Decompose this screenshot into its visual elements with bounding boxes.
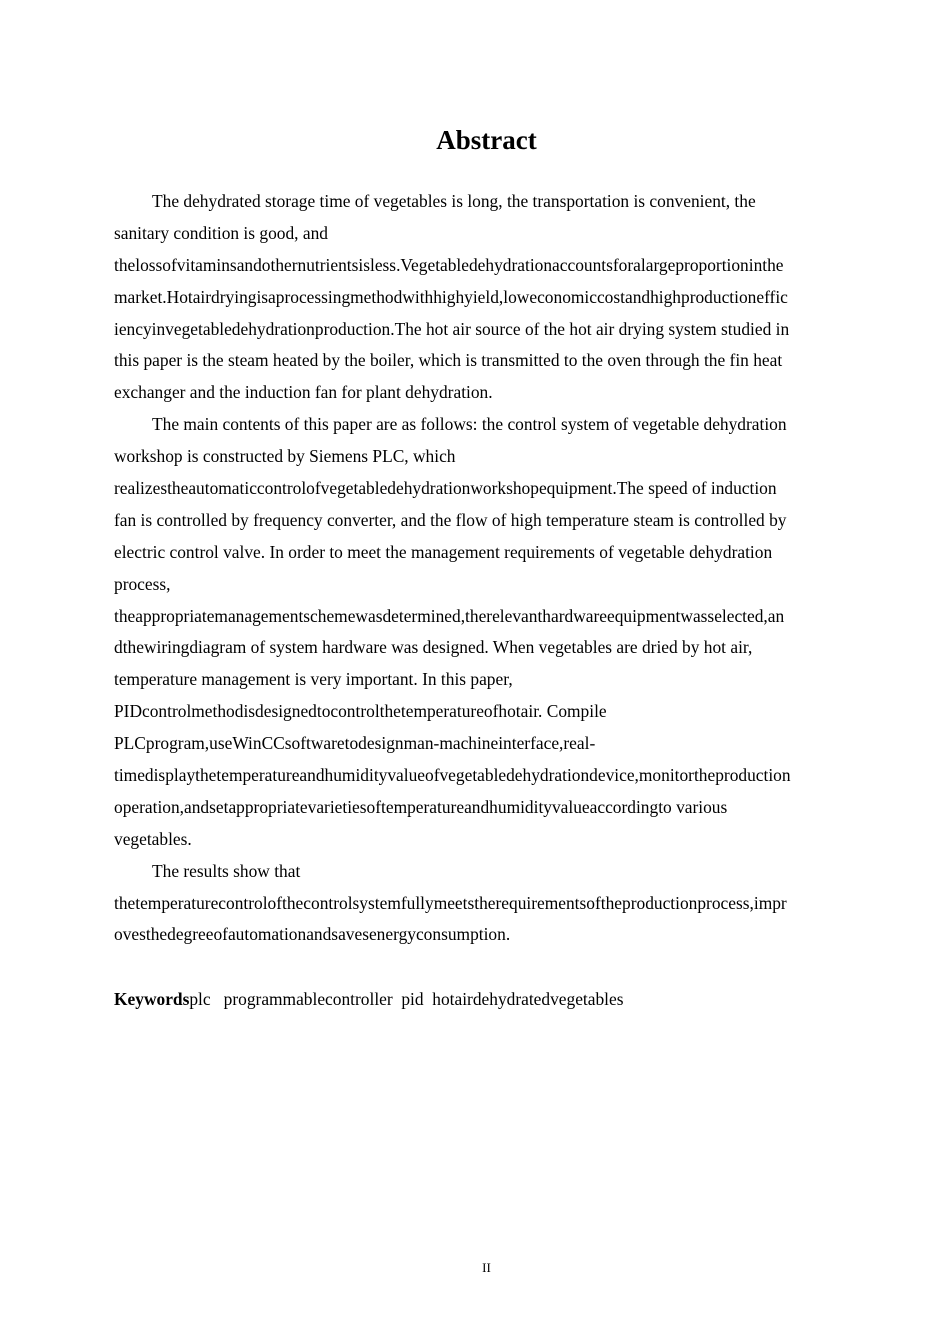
paragraph-line: process, — [114, 573, 171, 594]
paragraph-line: theappropriatemanagementschemewasdetermined,therelevanthardwareequipmentwasselected,an — [114, 605, 785, 626]
paragraph-line: dthewiringdiagram of system hardware was designed. When vegetables are dried by hot air, — [114, 637, 753, 658]
paragraph-line: operation,andsetappropriatevarietiesoftemperatureandhumidityvalueaccordingto various — [114, 796, 728, 817]
keywords-label: Keywords — [114, 989, 190, 1009]
page-number: II — [482, 1260, 491, 1275]
paragraph-line: iencyinvegetabledehydrationproduction.The hot air source of the hot air drying system studied in — [114, 318, 790, 339]
keywords-line — [114, 983, 623, 1015]
paragraph-line: electric control valve. In order to meet the management requirements of vegetable dehydration — [114, 541, 773, 562]
paragraph-line: fan is controlled by frequency converter, and the flow of high temperature steam is controlled by — [114, 509, 787, 530]
paragraph-line: market.Hotairdryingisaprocessingmethodwithhighyield,loweconomiccostandhighproductioneffic — [114, 286, 788, 307]
paragraph-3 — [114, 856, 860, 952]
paragraph-line: timedisplaythetemperatureandhumidityvalueofvegetabledehydrationdevice,monitortheproduction — [114, 765, 791, 786]
paragraph-line: The main contents of this paper are as follows: the control system of vegetable dehydration — [152, 414, 787, 435]
abstract-body — [114, 186, 860, 951]
paragraph-line: workshop is constructed by Siemens PLC, which — [114, 446, 456, 467]
paragraph-line: thelossofvitaminsandothernutrientsisless.Vegetabledehydrationaccountsforalargeproportioninthe — [114, 254, 784, 275]
paragraph-line: The results show that — [152, 860, 301, 881]
paragraph-2 — [114, 409, 860, 855]
paragraph-line: PLCprogram,useWinCCsoftwaretodesignman-machineinterface,real- — [114, 733, 596, 754]
paragraph-line: The dehydrated storage time of vegetables is long, the transportation is convenient, the — [152, 191, 756, 211]
paragraph-line: temperature management is very important. In this paper, — [114, 669, 513, 690]
paragraph-line: exchanger and the induction fan for plant dehydration. — [114, 382, 493, 403]
paragraph-line: ovesthedegreeofautomationandsavesenergyconsumption. — [114, 924, 511, 945]
abstract-title: Abstract — [436, 125, 537, 155]
paragraph-line: PIDcontrolmethodisdesignedtocontrolthetemperatureofhotair. Compile — [114, 701, 607, 722]
paragraph-line: sanitary condition is good, and — [114, 222, 328, 243]
keywords-text: plc programmablecontroller pid hotairdehydratedvegetables — [189, 989, 624, 1009]
paragraph-line: vegetables. — [114, 828, 192, 849]
paragraph-line: this paper is the steam heated by the boiler, which is transmitted to the oven through the fin heat — [114, 350, 783, 371]
paragraph-line: thetemperaturecontrolofthecontrolsystemfullymeetstherequirementsoftheproductionprocess,impr — [114, 892, 787, 913]
paragraph-line: realizestheautomaticcontrolofvegetabledehydrationworkshopequipment.The speed of induction — [114, 478, 777, 499]
paragraph-1 — [114, 186, 860, 409]
